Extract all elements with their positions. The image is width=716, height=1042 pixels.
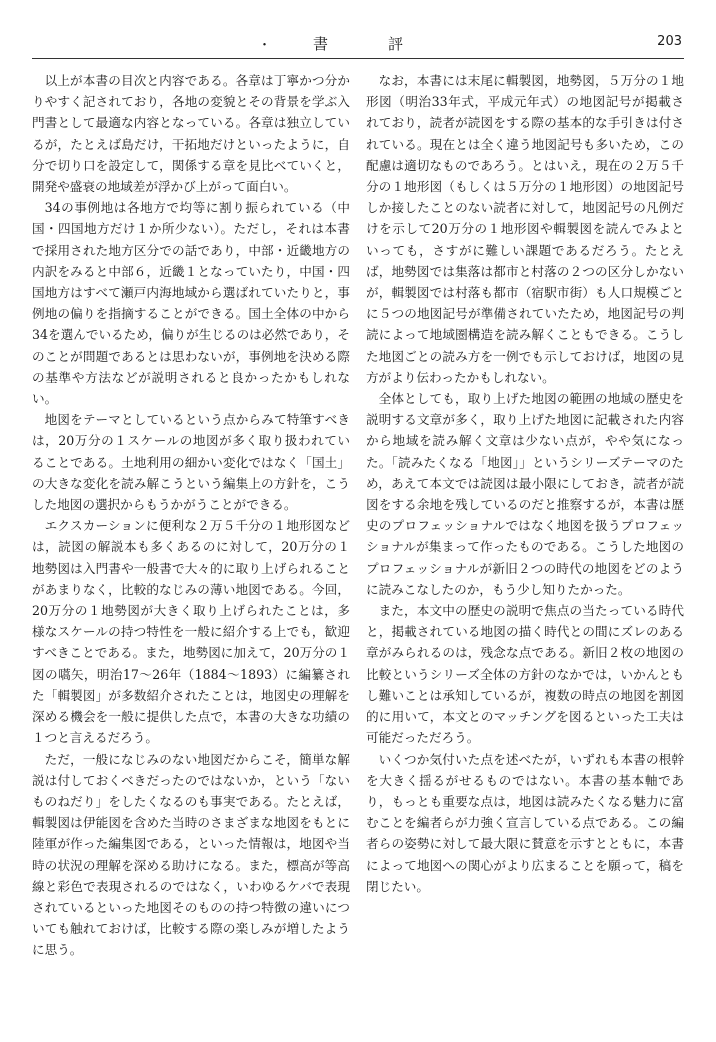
paragraph: 全体としても，取り上げた地図の範囲の地域の歴史を説明する文章が多く，取り上げた地図に記載された内容から地域を読み解く文章は少ない点が，やや気になった。「読みたくなる「地図」」というシリーズテーマのため，あえて本文では読図は最小限にしておき，読者が読図をする余地を残しているのだと推察するが，本書は歴史のプロフェッショナルではなく地図を扱うプロフェッショナルが集まって作ったものである。こうした地図のプロフェッショナルが新旧２つの時代の地図をどのように読みこなしたのか，もう少し知りたかった。 <box>366 391 684 597</box>
paragraph: エクスカーションに便利な２万５千分の１地形図などは，読図の解説本も多くあるのに対して，20万分の１地勢図は入門書や一般書で大々的に取り上げられることがあまりなく，比較的なじみの薄い地図である。今回，20万分の１地勢図が大きく取り上げられたことは，多様なスケールの持つ特性を一般に紹介する上でも，歓迎すべきことである。また，地勢図に加えて，20万分の１図の嚆矢，明治17〜26年（1884〜1893）に編纂された「輯製図」が多数紹介されたことは，地図史の理解を深める機会を一般に提供した点で，本書の大きな功績の１つと言えるだろう。 <box>32 518 350 746</box>
paragraph: また，本文中の歴史の説明で焦点の当たっている時代と，掲載されている地図の描く時代との間にズレのある章がみられるのは，残念な点である。新旧２枚の地図の比較というシリーズ全体の方針のなかでは，いかんともし難いことは承知しているが，複数の時点の地図を割図的に用いて，本文とのマッチングを図るといった工夫は可能だっただろう。 <box>366 603 684 746</box>
header-rule <box>32 58 684 59</box>
paragraph: 以上が本書の目次と内容である。各章は丁寧かつ分かりやすく記されており，各地の変貌とその背景を学ぶ入門書として最適な内容となっている。各章は独立しているが，たとえば島だけ，干拓地だけといったように，自分で切り口を設定して，関係する章を見比べていくと，開発や盛衰の地域差が浮かび上がって面白い。 <box>32 73 350 195</box>
right-column <box>366 70 684 897</box>
paragraph: 地図をテーマとしているという点からみて特筆すべきは，20万分の１スケールの地図が多く取り扱われていることである。土地利用の細かい変化ではなく「国土」の大きな変化を読み解こうという編集上の方針を，こうした地図の選択からもうかがうことができる。 <box>32 412 350 513</box>
header-dot: ・ <box>258 38 272 53</box>
paragraph: ただ，一般になじみのない地図だからこそ，簡単な解説は付しておくべきだったのではないか，という「ないものねだり」をしたくなるのも事実である。たとえば，輯製図は伊能図を含めた当時のさまざまな地図をもとに陸軍が作った編集図である，といった情報は，地図や当時の状況の理解を深める助けになる。また，標高が等高線と彩色で表現されるのではなく，いわゆるケバで表現されているといった地図そのものの持つ特徴の違いについても触れておけば，比較する際の楽しみが増したように思う。 <box>32 751 350 958</box>
left-column <box>32 70 350 961</box>
header-title-first-char: 書 <box>313 35 330 53</box>
running-header <box>0 30 716 58</box>
paragraph: なお，本書には末尾に輯製図，地勢図，５万分の１地形図（明治33年式，平成元年式）の地図記号が掲載されており，読者が読図をする際の基本的な手引きは付されている。現在とは全く違う地図記号も多いため，この配慮は適切なものであろう。とはいえ，現在の２万５千分の１地形図（もしくは５万分の１地形図）の地図記号しか接したことのない読者に対して，地図記号の凡例だけを示して20万分の１地形図や輯製図を読んでみよといっても，さすがに難しい課題であるだろう。たとえば，地勢図では集落は都市と村落の２つの区分しかないが，輯製図では村落も都市（宿駅市街）も人口規模ごとに５つの地図記号が準備されていたため，地図記号の判読によって地域圏構造を読み解くこともできる。こうした地図ごとの読み方を一例でも示しておけば，地図の見方がより伝わったかもしれない。 <box>366 73 684 385</box>
paragraph: いくつか気付いた点を述べたが，いずれも本書の根幹を大きく揺るがせるものではない。本書の基本軸であり，もっとも重要な点は，地図は読みたくなる魅力に富むことを編者らが力強く宣言している点である。この編者らの姿勢に対して最大限に賛意を示すとともに，本書によって地図への関心がより広まることを願って，稿を閉じたい。 <box>366 751 684 894</box>
header-title-second-char: 評 <box>388 35 404 53</box>
paragraph: 34の事例地は各地方で均等に割り振られている（中国・四国地方だけ１か所少ない）。ただし，それは本書で採用された地方区分での話であり，中部・近畿地方の内訳をみると中部６，近畿１となっていたり，中国・四国地方はすべて瀬戸内海地域から選ばれていたりと，事例地の偏りを指摘することができる。国土全体の中から34を選んでいるため，偏りが生じるのは必然であり，そのことが問題であるとは思わないが，事例地を決める際の基準や方法などが説明されると良かったかもしれない。 <box>32 200 350 407</box>
page-number: 203 <box>657 34 682 49</box>
